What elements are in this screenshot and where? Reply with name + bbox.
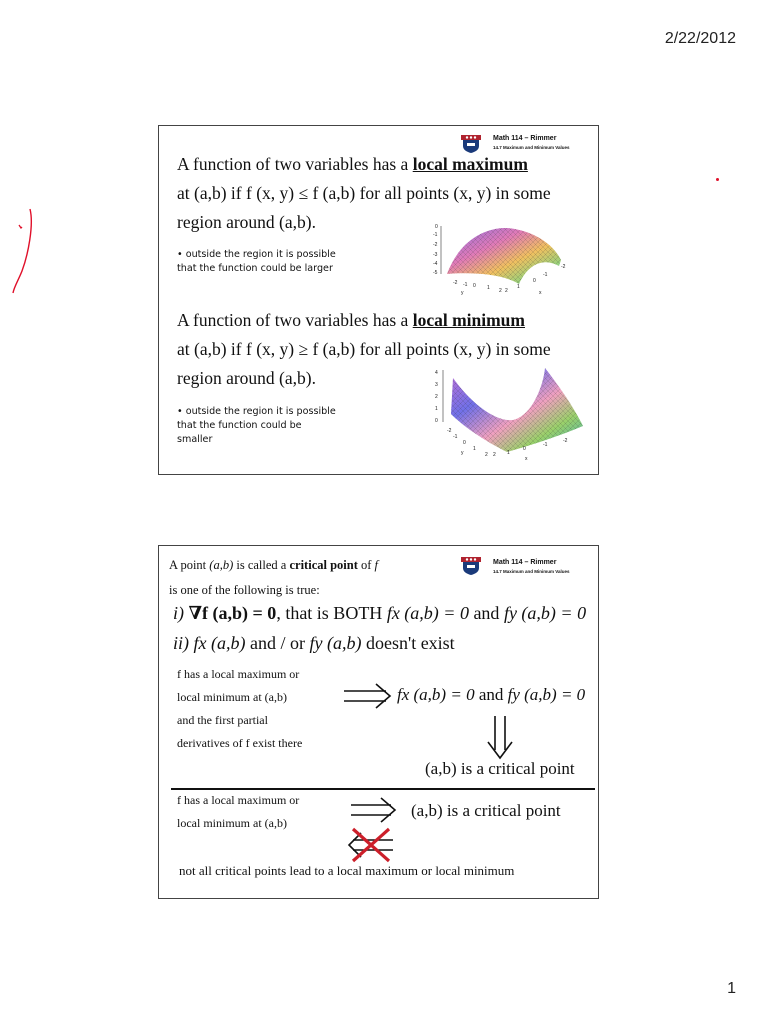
max-tick-z4: -4 [433, 261, 438, 267]
max-tick-x3: -1 [543, 272, 548, 278]
max-tick-z2: -2 [433, 242, 438, 248]
footer-note: not all critical points lead to a local maximum or local minimum [179, 863, 515, 878]
implies-arrow-icon [342, 682, 394, 710]
max-tick-z3: -3 [433, 252, 438, 258]
min-definition-line2: at (a,b) if f (x, y) ≥ f (a,b) for all points (x, y) in some [177, 339, 551, 359]
hypothesis1-line4: derivatives of f exist there [177, 736, 303, 750]
max-tick-x0: 2 [505, 288, 508, 294]
max-tick-z0: 0 [435, 224, 438, 230]
max-tick-x2: 0 [533, 278, 536, 284]
page-number: 1 [727, 980, 736, 997]
min-tick-z0: 4 [435, 370, 438, 376]
hypothesis1-line3: and the first partial [177, 713, 268, 727]
slide-critical-point [158, 545, 599, 899]
margin-ink-mark [0, 195, 50, 305]
max-tick-x4: -2 [561, 264, 566, 270]
conclusion1-critical-point: (a,b) is a critical point [425, 759, 575, 778]
course-title: Math 114 – Rimmer [493, 559, 557, 566]
course-title: Math 114 – Rimmer [493, 135, 557, 142]
min-tick-y0: -2 [447, 428, 452, 434]
local-minimum-term: local minimum [412, 310, 525, 330]
min-tick-z2: 2 [435, 394, 438, 400]
crossed-out-reverse-implies-icon [345, 826, 397, 864]
min-tick-x3: -1 [543, 442, 548, 448]
hypothesis2-line2: local minimum at (a,b) [177, 816, 287, 830]
penn-shield-icon [461, 557, 481, 575]
local-maximum-term: local maximum [412, 154, 528, 174]
divider [171, 788, 595, 790]
min-tick-ylabel: y [461, 450, 464, 456]
course-subtitle: 14.7 Maximum and Minimum Values [493, 569, 570, 574]
max-tick-z1: -1 [433, 232, 438, 238]
min-note: • outside the region it is possible that the function could be smaller [177, 406, 336, 445]
max-tick-xlabel: x [539, 290, 542, 296]
min-tick-xlabel: x [525, 456, 528, 462]
max-tick-z5: -5 [433, 270, 438, 276]
min-tick-x1: 1 [507, 450, 510, 456]
hypothesis2-line1: f has a local maximum or [177, 793, 300, 807]
max-definition-line1: A function of two variables has a local maximum [177, 154, 528, 174]
condition-ii: ii) fx (a,b) and / or fy (a,b) doesn't exist [173, 633, 455, 653]
max-tick-y3: 1 [487, 285, 490, 291]
hypothesis1-line1: f has a local maximum or [177, 667, 300, 681]
max-definition-line3: region around (a,b). [177, 212, 316, 232]
min-tick-y2: 0 [463, 440, 466, 446]
min-tick-z3: 1 [435, 406, 438, 412]
min-tick-x2: 0 [523, 446, 526, 452]
local-minimum-surface-plot [433, 366, 583, 466]
min-tick-y3: 1 [473, 446, 476, 452]
conclusion1-partials-zero: fx (a,b) = 0 and fy (a,b) = 0 [397, 685, 586, 704]
penn-shield-icon [461, 135, 481, 153]
critical-point-definition-line1: A point (a,b) is called a critical point of f [169, 558, 379, 572]
min-tick-x4: -2 [563, 438, 568, 444]
hypothesis1-line2: local minimum at (a,b) [177, 690, 287, 704]
ink-stroke-long [13, 209, 31, 293]
conclusion2-critical-point: (a,b) is a critical point [411, 801, 561, 820]
implies-down-arrow-icon [485, 714, 515, 760]
local-maximum-surface-plot [433, 222, 579, 300]
slide-local-extrema [158, 125, 599, 475]
max-definition-line2: at (a,b) if f (x, y) ≤ f (a,b) for all points (x, y) in some [177, 183, 551, 203]
min-tick-y1: -1 [453, 434, 458, 440]
red-cross-mark [353, 829, 389, 861]
min-tick-z1: 3 [435, 382, 438, 388]
page-date: 2/22/2012 [664, 30, 736, 47]
min-tick-x0: 2 [493, 452, 496, 458]
critical-point-definition-line2: is one of the following is true: [169, 583, 320, 597]
max-tick-x1: 1 [517, 284, 520, 290]
max-tick-y1: -1 [463, 282, 468, 288]
min-tick-z4: 0 [435, 418, 438, 424]
ink-stroke-short [19, 225, 22, 228]
max-tick-y4: 2 [499, 288, 502, 294]
condition-i: i) ∇f (a,b) = 0, that is BOTH fx (a,b) = 0 and fy (a,b) = 0 [173, 603, 587, 623]
ink-dot [716, 178, 719, 181]
min-tick-y4: 2 [485, 452, 488, 458]
min-definition-line3: region around (a,b). [177, 368, 316, 388]
course-subtitle: 14.7 Maximum and Minimum Values [493, 145, 570, 150]
min-definition-line1: A function of two variables has a local minimum [177, 310, 525, 330]
max-tick-y0: -2 [453, 280, 458, 286]
implies-arrow-icon-2 [349, 796, 399, 824]
max-tick-ylabel: y [461, 290, 464, 296]
max-tick-y2: 0 [473, 283, 476, 289]
max-note: • outside the region it is possible that the function could be larger [177, 249, 336, 274]
